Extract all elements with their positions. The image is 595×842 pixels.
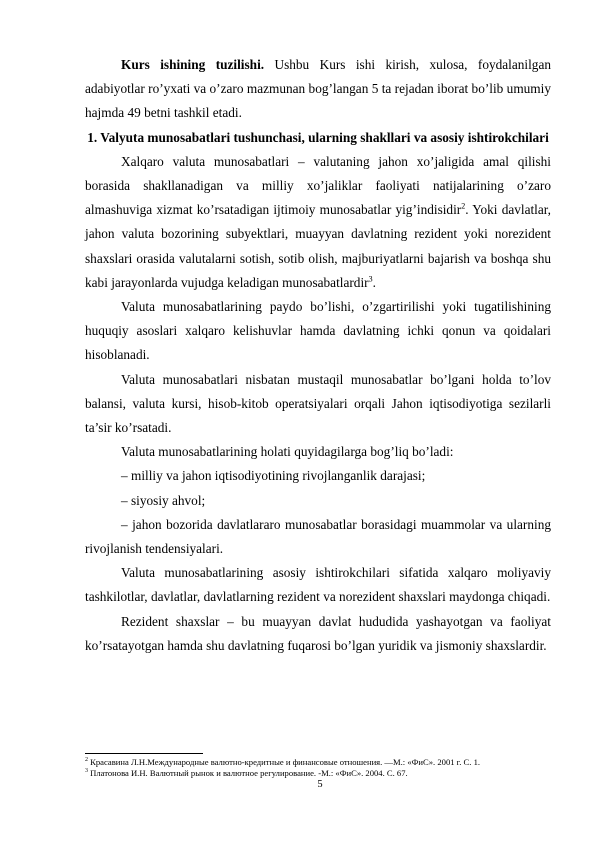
footnote-ref[interactable]: 2	[461, 201, 466, 211]
body-text	[85, 53, 551, 658]
footnote-divider	[85, 753, 203, 754]
paragraph: Rezident shaxslar – bu muayyan davlat hududida yashayotgan va faoliyat ko’rsatayotgan hamda shu davlatning fuqarosi bo’lgan yuridik va jismoniy shaxslardir.	[85, 613, 551, 653]
footnote-number: 2	[85, 757, 88, 764]
footnote-ref[interactable]: 3	[368, 274, 373, 284]
paragraph: Valuta munosabatlarining paydo bo’lishi, o’zgartirilishi yoki tugatilishining huquqiy asoslari xalqaro kelishuvlar hamda davlatning ichki qonun va qoidalari hisoblanadi.	[85, 299, 551, 363]
intro-bold-lead: Kurs ishining tuzilishi.	[121, 57, 265, 72]
footnote-text: Платонова И.Н. Валютный рынок и валютное регулирование. -М.: «ФиС». 2004. С. 67.	[88, 768, 408, 778]
paragraph: Valuta munosabatlari nisbatan mustaqil munosabatlar bo’lgani holda to’lov balansi, valuta kursi, hisob-kitob operatsiyalari orqali Jahon iqtisodiyotiga sezilarli ta’sir ko’rsatadi.	[85, 371, 551, 436]
paragraph	[85, 150, 551, 295]
list-item: – siyosiy ahvol;	[121, 492, 206, 508]
paragraph-text: . Yoki davlatlar, jahon valuta bozorining subyektlari, muayyan davlatning rezident yoki norezident shaxslari orasida valutalarni sotish, sotib olish, majburiyatlarni bajarish va boshqa shu kabi jarayonlarda vujudga keladigan munosabatlardir	[85, 202, 552, 290]
intro-text: Ushbu Kurs ishi kirish, xulosa, foydalanilgan adabiyotlar ro’yxati va o’zaro mazmunan bog’langan 5 ta rejadan iborat bo’lib umumiy hajmda 49 betni tashkil etadi.	[85, 57, 551, 121]
footnote	[85, 757, 551, 768]
list-item: – jahon bozorida davlatlararo munosabatlar borasidagi muammolar va ularning rivojlanish tendensiyalari.	[85, 516, 551, 557]
footnotes	[85, 757, 551, 779]
paragraph: Valuta munosabatlarining asosiy ishtirokchilari sifatida xalqaro moliyaviy tashkilotlar, davlatlar, davlatlarning rezident va norezident shaxslari maydonga chiqadi.	[85, 565, 551, 605]
paragraph: Valuta munosabatlarining holati quyidagilarga bog’liq bo’ladi:	[121, 444, 454, 460]
page-number: 5	[317, 779, 323, 790]
paragraph-text: Xalqaro valuta munosabatlari – valutaning jahon xo’jaligida amal qilishi borasida shakllanadigan va milliy xo’jaliklar faoliyati natijalarining o’zaro almashuviga xizmat ko’rsatadigan ijtimoiy munosabatlar yig’indisidir	[85, 153, 551, 218]
footnote-text: Красавина Л.Н.Международные валютно-кредитные и финансовые отношения. —М.: «ФиС». 2001 г. С. 1.	[88, 757, 481, 767]
footnote	[85, 768, 551, 779]
section-heading: 1. Valyuta munosabatlari tushunchasi, ularning shakllari va asosiy ishtirokchilari	[87, 129, 549, 145]
list-item: – milliy va jahon iqtisodiyotining rivojlanganlik darajasi;	[121, 468, 426, 484]
footnote-number: 3	[85, 768, 88, 775]
paragraph-text: .	[372, 274, 376, 290]
intro-paragraph	[85, 53, 551, 126]
